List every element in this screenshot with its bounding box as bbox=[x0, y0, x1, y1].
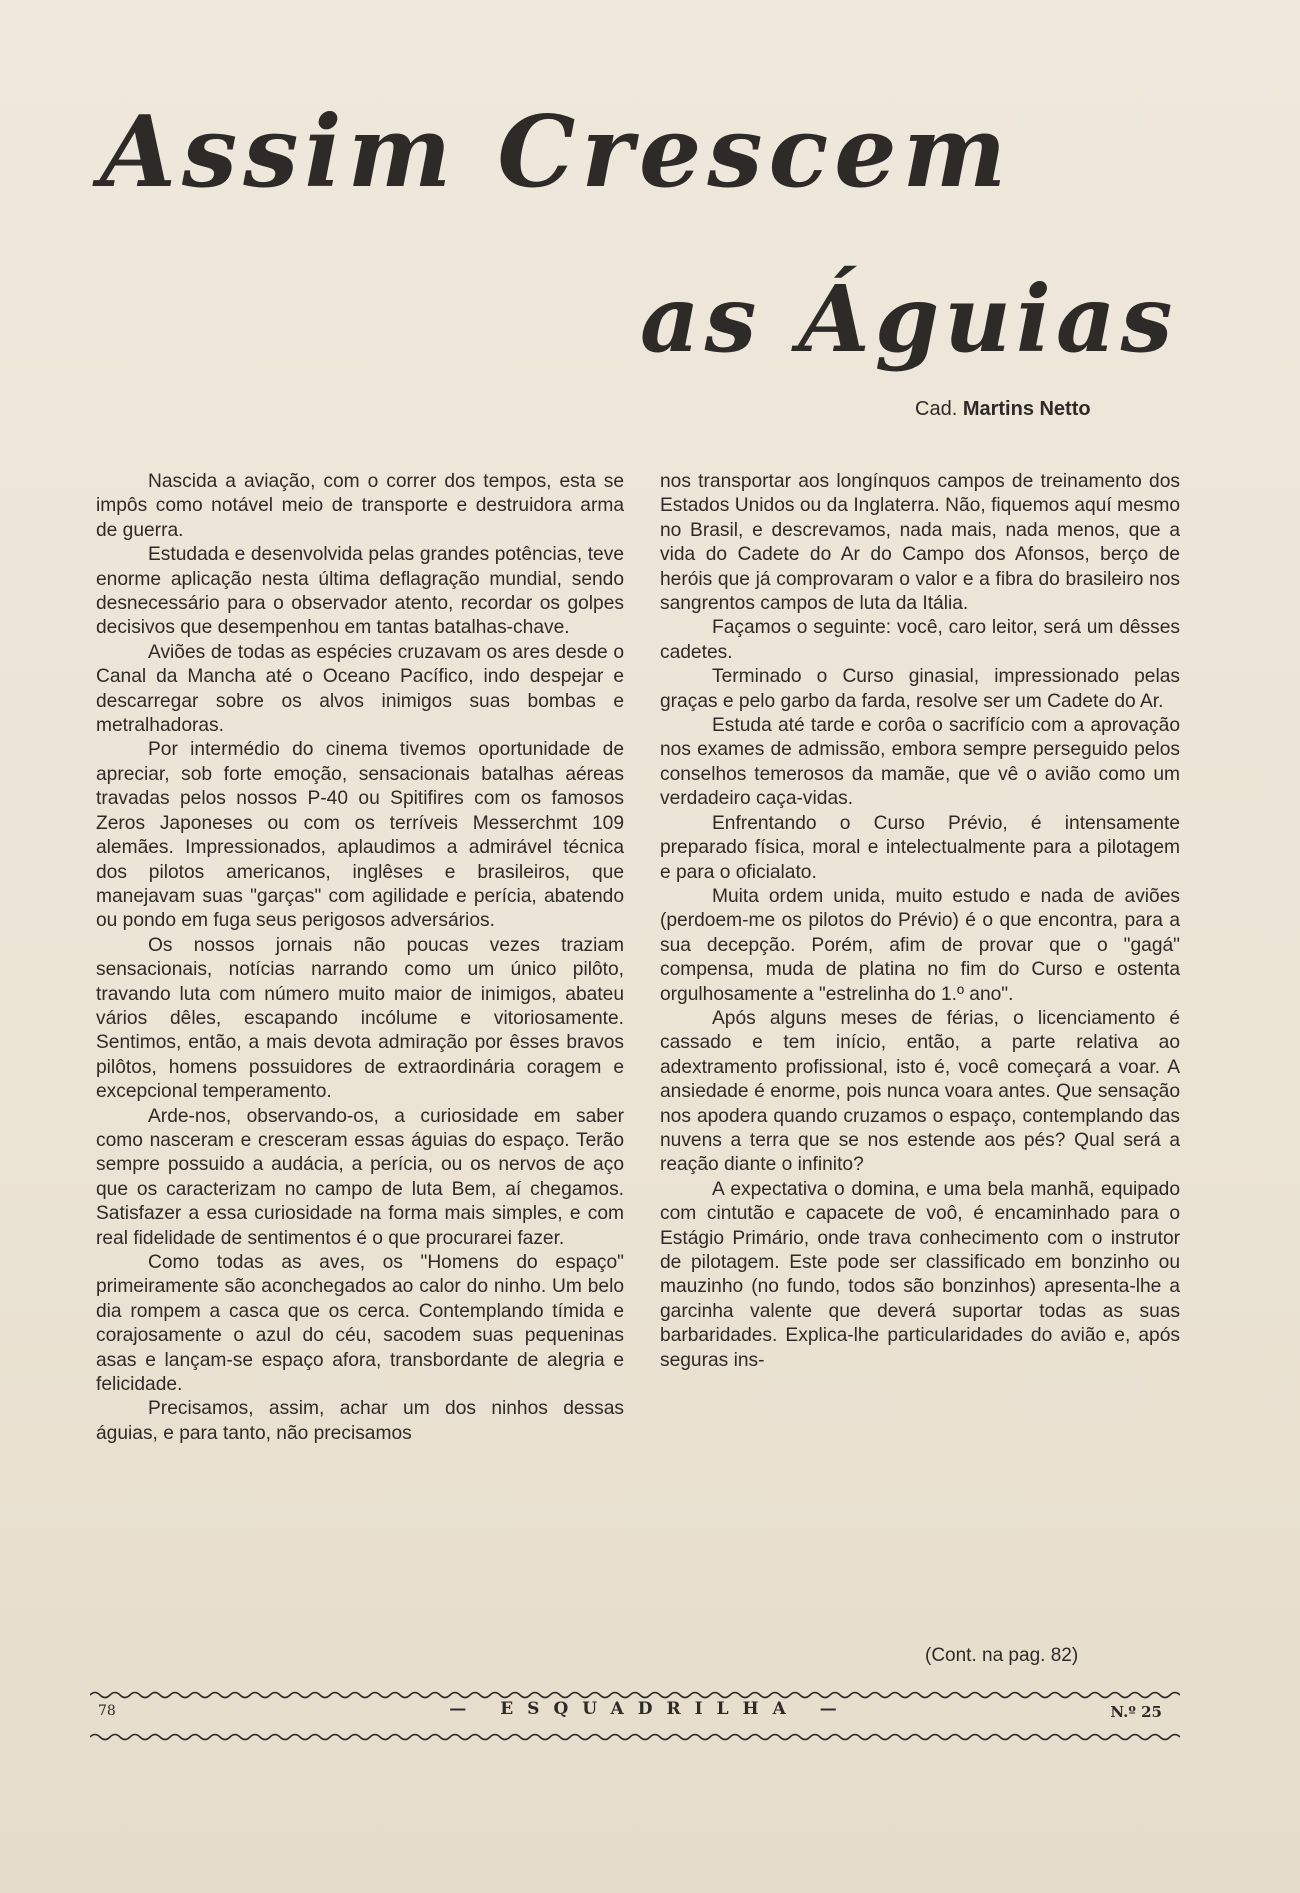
paragraph: Terminado o Curso ginasial, impressionado pelas graças e pelo garbo da farda, resolve ser um Cadete do Ar. bbox=[660, 666, 1180, 712]
paragraph: Como todas as aves, os "Homens do espaço" primeiramente são aconchegados ao calor do ninho. Um belo dia rompem a casca que os cerca. Contemplando tímida e corajosamente o azul do céu, sacodem suas pequeninas asas e lançam-se espaço afora, transbordante de alegria e felicidade. bbox=[96, 1252, 624, 1396]
paragraph: Muita ordem unida, muito estudo e nada de aviões (perdoem-me os pilotos do Prévio) é o que encontra, para a sua decepção. Porém, afim de provar que o "gagá" compensa, muda de platina no fim do Curso e ostenta orgulhosamente a "estrelinha do 1.º ano". bbox=[660, 885, 1180, 1005]
paragraph: Por intermédio do cinema tivemos oportunidade de apreciar, sob forte emoção, sensacionais batalhas aéreas travadas pelos nossos P-40 ou Spitifires com os famosos Zeros Japoneses ou com os terríveis Messerchmt 109 alemães. Impressionados, aplaudimos a admirável técnica dos pilotos americanos, inglêses e brasileiros, que manejavam suas "garças" com agilidade e perícia, abatendo ou pondo em fuga seus perigosos adversários. bbox=[96, 739, 624, 932]
article-title-line-2: as Águias bbox=[640, 265, 1178, 373]
paragraph: Aviões de todas as espécies cruzavam os ares desde o Canal da Mancha até o Oceano Pacífico, indo despejar e descarregar sobre os alvos inimigos suas bombas e metralhadoras. bbox=[96, 641, 624, 737]
magazine-name: — ESQUADRILHA — bbox=[449, 1699, 851, 1719]
paragraph: Nascida a aviação, com o correr dos tempos, esta se impôs como notável meio de transporte e destruidora arma de guerra. bbox=[96, 471, 624, 541]
paragraph: Arde-nos, observando-os, a curiosidade em saber como nasceram e cresceram essas águias do espaço. Terão sempre possuido a audácia, a perícia, ou os nervos de aço que os caracterizam no campo de luta Bem, aí chegamos. Satisfazer a essa curiosidade na forma mais simples, e com real fidelidade de sentimentos é o que procurarei fazer. bbox=[96, 1105, 624, 1249]
paragraph: Estuda até tarde e corôa o sacrifício com a aprovação nos exames de admissão, embora sempre perseguido pelos conselhos temerosos da mamãe, que vê o avião como um verdadeiro caça-vidas. bbox=[660, 715, 1180, 810]
paragraph: Os nossos jornais não poucas vezes traziam sensacionais, notícias narrando como um único pilôto, travando luta com número muito maior de inimigos, abateu vários dêles, escapando incólume e vitoriosamente. Sentimos, então, a mais devota admiração por êsses bravos pilôtos, homens possuidores de extraordinária coragem e excepcional temperamento. bbox=[96, 934, 624, 1103]
author-name: Martins Netto bbox=[962, 398, 1091, 420]
issue-number: N.º 25 bbox=[1110, 1703, 1162, 1721]
article-title-line-1: Assim Crescem bbox=[100, 95, 1013, 210]
paragraph: Estudada e desenvolvida pelas grandes potências, teve enorme aplicação nesta última deflagração mundial, sendo desnecessário para o observador atento, recordar os golpes decisivos que desempenhou em tantas batalhas-chave. bbox=[96, 544, 624, 639]
right-column bbox=[660, 470, 1180, 1373]
paragraph: Façamos o seguinte: você, caro leitor, será um dêsses cadetes. bbox=[660, 617, 1180, 663]
page-footer bbox=[90, 1699, 1180, 1725]
author-prefix: Cad. bbox=[915, 398, 958, 420]
continuation-note: (Cont. na pag. 82) bbox=[925, 1645, 1079, 1666]
paragraph: Precisamos, assim, achar um dos ninhos dessas águias, e para tanto, não precisamos bbox=[96, 1398, 624, 1444]
footer-wave-rule-bottom bbox=[90, 1732, 1180, 1742]
paragraph: A expectativa o domina, e uma bela manhã, equipado com cintutão e capacete de voô, é encaminhado para o Estágio Primário, onde trava conhecimento com o instrutor de pilotagem. Este pode ser classificado em bonzinho ou mauzinho (no fundo, todos são bonzinhos) apresenta-lhe a garcinha valente que deverá suportar todas as suas barbaridades. Explica-lhe particularidades do avião e, após seguras ins- bbox=[660, 1178, 1180, 1371]
paragraph: nos transportar aos longínquos campos de treinamento dos Estados Unidos ou da Inglaterra. Não, fiquemos aquí mesmo no Brasil, e descrevamos, nada mais, nada menos, que a vida do Cadete do Ar do Campo dos Afonsos, berço de heróis que já comprovaram o valor e a fibra do brasileiro nos sangrentos campos de luta da Itália. bbox=[660, 471, 1180, 615]
page-number: 78 bbox=[98, 1703, 116, 1719]
left-column bbox=[96, 470, 624, 1446]
paragraph: Após alguns meses de férias, o licenciamento é cassado e tem início, então, a parte relativa ao adextramento profissional, isto é, você começará a voar. A ansiedade é enorme, pois nunca voara antes. Que sensação nos apodera quando cruzamos o espaço, contemplando das nuvens a terra que se nos estende aos pés? Qual será a reação diante o infinito? bbox=[660, 1007, 1180, 1176]
paragraph: Enfrentando o Curso Prévio, é intensamente preparado física, moral e intelectualmente para a pilotagem e para o oficialato. bbox=[660, 812, 1180, 883]
author-byline bbox=[915, 398, 1091, 421]
